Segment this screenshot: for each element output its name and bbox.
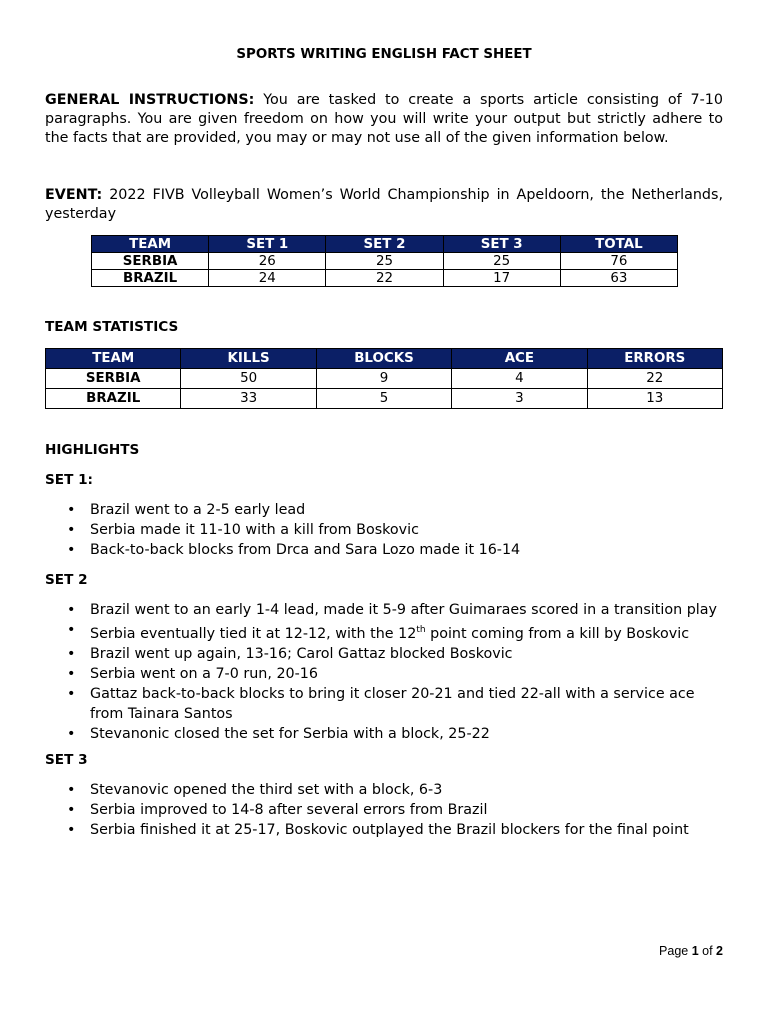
stats-header-team: TEAM bbox=[46, 349, 181, 369]
list-item-text: Brazil went up again, 13-16; Carol Gattaz blocked Boskovic bbox=[90, 645, 513, 662]
set2-highlights-list bbox=[45, 600, 723, 744]
bullet-icon: • bbox=[67, 542, 76, 558]
score-cell: 25 bbox=[326, 253, 443, 270]
list-item bbox=[45, 780, 723, 800]
list-item-text: Stevanovic opened the third set with a block, 6-3 bbox=[90, 782, 443, 798]
list-item bbox=[45, 600, 723, 620]
bullet-icon: • bbox=[67, 782, 76, 798]
table-row bbox=[46, 389, 723, 409]
score-team-brazil: BRAZIL bbox=[92, 270, 209, 287]
general-instructions bbox=[45, 91, 723, 148]
set3-heading: SET 3 bbox=[45, 752, 88, 768]
score-cell: 22 bbox=[326, 270, 443, 287]
stats-cell: 50 bbox=[181, 369, 316, 389]
list-item-text-rest: point coming from a kill by Boskovic bbox=[425, 625, 690, 642]
score-header-set1: SET 1 bbox=[209, 236, 326, 253]
stats-header-blocks: BLOCKS bbox=[316, 349, 451, 369]
team-statistics-table bbox=[45, 348, 723, 409]
set2-heading: SET 2 bbox=[45, 572, 88, 588]
list-item-text: Back-to-back blocks from Drca and Sara Lozo made it 16-14 bbox=[90, 542, 521, 558]
stats-cell: 33 bbox=[181, 389, 316, 409]
list-item-text: Brazil went to a 2-5 early lead bbox=[90, 502, 306, 518]
list-item-text: Serbia improved to 14-8 after several errors from Brazil bbox=[90, 802, 488, 818]
list-item-text: Stevanonic closed the set for Serbia with a block, 25-22 bbox=[90, 725, 490, 742]
instructions-text: You are tasked to create a sports article consisting of 7-10 paragraphs. You are given freedom on how you will write your output but strictly adhere to the facts that are provided, you may or may not use all of the given information below. bbox=[45, 92, 724, 146]
set1-highlights-list bbox=[45, 500, 723, 560]
set-score-table bbox=[91, 235, 678, 287]
score-header-row bbox=[92, 236, 678, 253]
event-description bbox=[45, 186, 723, 224]
bullet-icon: • bbox=[67, 522, 76, 538]
list-item-text: Serbia finished it at 25-17, Boskovic outplayed the Brazil blockers for the final point bbox=[90, 822, 689, 838]
stats-team-serbia: SERBIA bbox=[46, 369, 181, 389]
stats-cell: 4 bbox=[452, 369, 587, 389]
stats-team-brazil: BRAZIL bbox=[46, 389, 181, 409]
score-cell: 76 bbox=[560, 253, 677, 270]
total-pages-number: 2 bbox=[716, 944, 723, 958]
list-item bbox=[45, 644, 723, 664]
table-row bbox=[92, 253, 678, 270]
bullet-icon: • bbox=[67, 725, 76, 742]
bullet-icon: • bbox=[67, 802, 76, 818]
bullet-icon: • bbox=[67, 502, 76, 518]
stats-cell: 5 bbox=[316, 389, 451, 409]
stats-header-kills: KILLS bbox=[181, 349, 316, 369]
table-row bbox=[92, 270, 678, 287]
bullet-icon: • bbox=[67, 685, 76, 702]
table-row bbox=[46, 369, 723, 389]
list-item bbox=[45, 724, 723, 744]
document-title: SPORTS WRITING ENGLISH FACT SHEET bbox=[236, 47, 532, 62]
stats-cell: 9 bbox=[316, 369, 451, 389]
list-item bbox=[45, 684, 723, 724]
list-item-text: Serbia eventually tied it at 12-12, with the 12 bbox=[90, 625, 417, 642]
list-item-text: Gattaz back-to-back blocks to bring it closer 20-21 and tied 22-all with a service ace from Tainara Santos bbox=[90, 685, 695, 722]
list-item-text: Serbia went on a 7-0 run, 20-16 bbox=[90, 665, 318, 682]
bullet-icon: • bbox=[67, 645, 76, 662]
of-word: of bbox=[698, 944, 717, 958]
stats-header-ace: ACE bbox=[452, 349, 587, 369]
event-label: EVENT: bbox=[45, 187, 103, 203]
score-cell: 26 bbox=[209, 253, 326, 270]
set3-highlights-list bbox=[45, 780, 723, 840]
instructions-label: GENERAL INSTRUCTIONS: bbox=[45, 92, 255, 108]
stats-header-row bbox=[46, 349, 723, 369]
score-header-team: TEAM bbox=[92, 236, 209, 253]
list-item-text: Brazil went to an early 1-4 lead, made it 5-9 after Guimaraes scored in a transition play bbox=[90, 602, 717, 618]
score-cell: 63 bbox=[560, 270, 677, 287]
page-number-footer bbox=[45, 944, 723, 958]
score-header-set2: SET 2 bbox=[326, 236, 443, 253]
highlights-heading: HIGHLIGHTS bbox=[45, 442, 140, 458]
score-team-serbia: SERBIA bbox=[92, 253, 209, 270]
page-word: Page bbox=[659, 944, 692, 958]
score-cell: 17 bbox=[443, 270, 560, 287]
event-text: 2022 FIVB Volleyball Women’s World Championship in Apeldoorn, the Netherlands, yesterday bbox=[45, 187, 723, 222]
list-item bbox=[45, 620, 723, 644]
score-header-total: TOTAL bbox=[560, 236, 677, 253]
list-item bbox=[45, 800, 723, 820]
bullet-icon: • bbox=[67, 602, 76, 618]
stats-cell: 3 bbox=[452, 389, 587, 409]
stats-header-errors: ERRORS bbox=[587, 349, 722, 369]
list-item bbox=[45, 520, 723, 540]
score-cell: 24 bbox=[209, 270, 326, 287]
set1-heading: SET 1: bbox=[45, 472, 93, 488]
stats-cell: 13 bbox=[587, 389, 722, 409]
superscript-ordinal: th bbox=[416, 625, 426, 635]
score-cell: 25 bbox=[443, 253, 560, 270]
score-header-set3: SET 3 bbox=[443, 236, 560, 253]
stats-cell: 22 bbox=[587, 369, 722, 389]
bullet-icon: • bbox=[67, 622, 76, 638]
list-item bbox=[45, 820, 723, 840]
current-page-number: 1 bbox=[691, 944, 699, 958]
list-item bbox=[45, 664, 723, 684]
team-statistics-heading: TEAM STATISTICS bbox=[45, 319, 179, 335]
list-item-text: Serbia made it 11-10 with a kill from Boskovic bbox=[90, 522, 419, 538]
bullet-icon: • bbox=[67, 822, 76, 838]
list-item bbox=[45, 500, 723, 520]
bullet-icon: • bbox=[67, 665, 76, 682]
list-item bbox=[45, 540, 723, 560]
